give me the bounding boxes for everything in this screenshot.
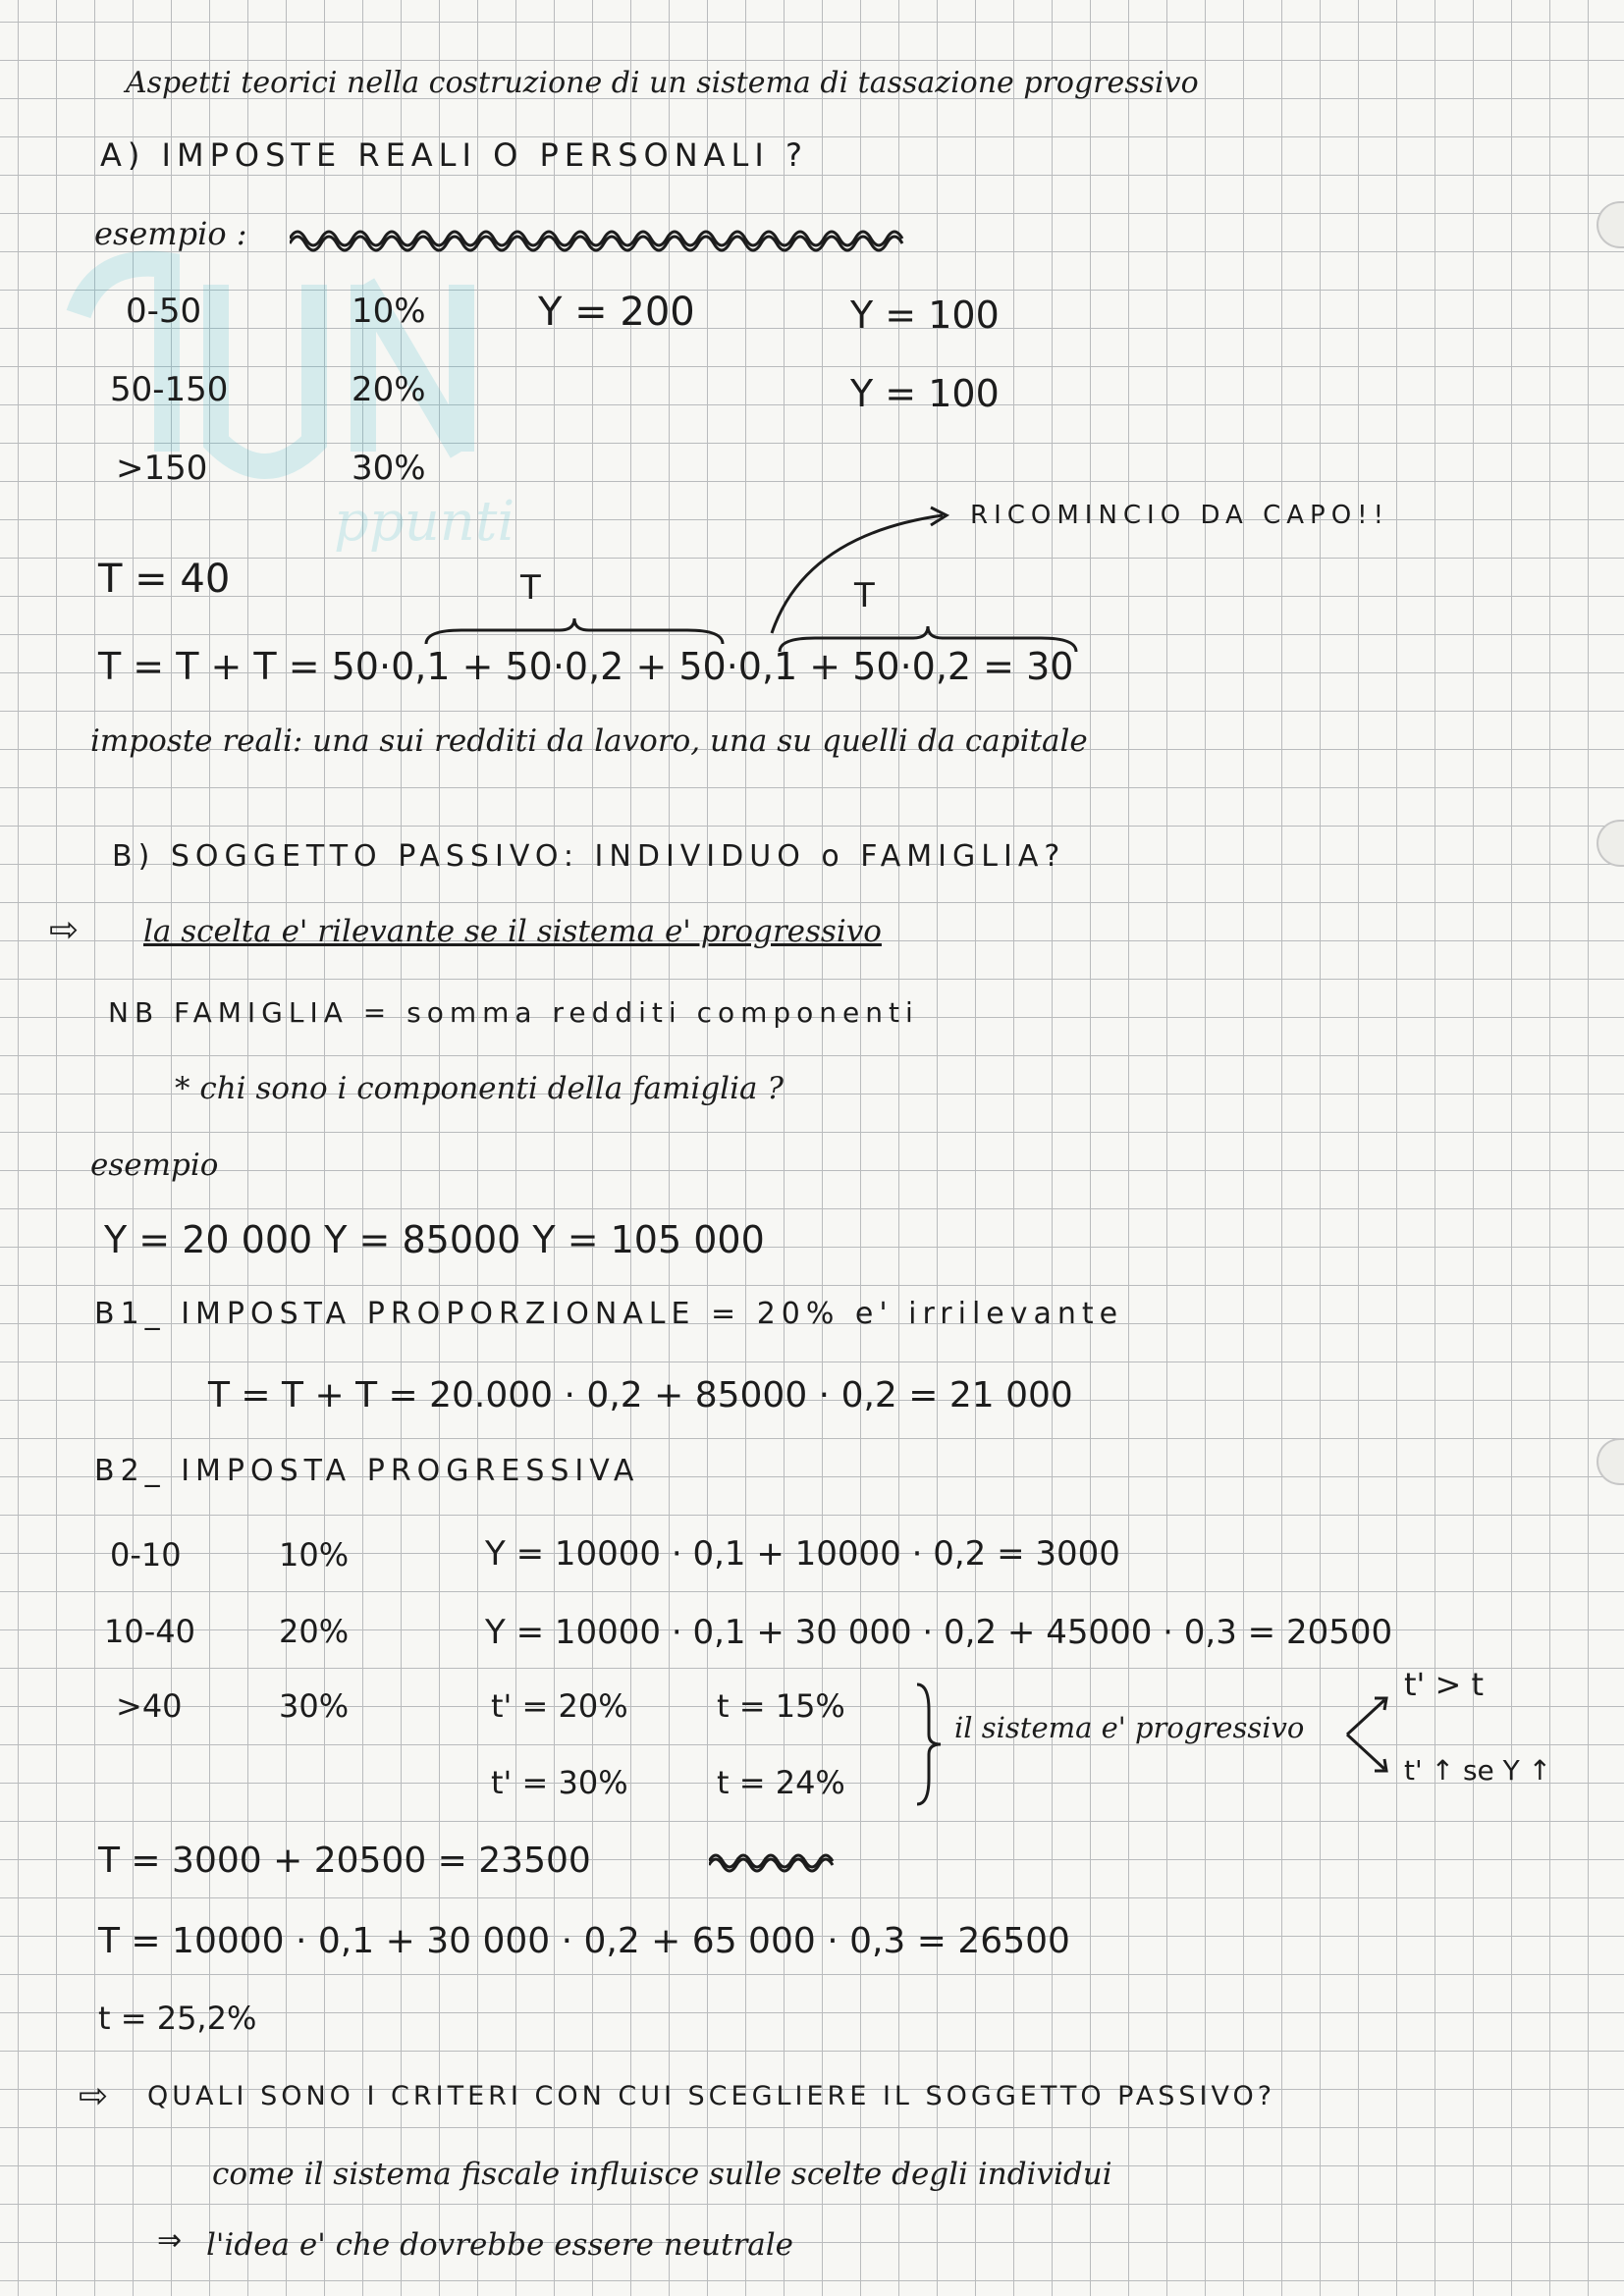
implies-icon: ⇒	[157, 2223, 183, 2258]
bracket-rate: 30%	[279, 1687, 350, 1725]
svg-text:ppunti: ppunti	[334, 490, 515, 554]
total-tax-equation: T = 3000 + 20500 = 23500	[98, 1841, 591, 1881]
b1-equation: T = T + T = 20.000 · 0,2 + 85000 · 0,2 = 21 000	[208, 1375, 1073, 1415]
page-title: Aspetti teorici nella costruzione di un sistema di tassazione progressivo	[126, 66, 1199, 100]
bracket-rate: 30%	[352, 449, 426, 488]
scribble-crossout	[290, 224, 928, 253]
tax-bk-label: T	[854, 576, 875, 615]
section-b-heading: B) SOGGETTO PASSIVO: INDIVIDUO o FAMIGLIA?	[112, 839, 1066, 874]
binder-hole	[1597, 1438, 1624, 1485]
family-incomes: Y = 20 000 Y = 85000 Y = 105 000	[104, 1218, 765, 1261]
criteria-question: QUALI SONO I CRITERI CON CUI SCEGLIERE IL SOGGETTO PASSIVO?	[147, 2081, 1276, 2111]
nb-family-note: NB FAMIGLIA = somma redditi componenti	[108, 996, 919, 1029]
b1-heading: B1_ IMPOSTA PROPORZIONALE = 20% e' irrilevante	[94, 1297, 1124, 1331]
marginal-rate-1: t' = 20%	[491, 1687, 628, 1725]
bracket-range: 50-150	[110, 370, 229, 409]
average-rate-1: t = 15%	[717, 1687, 845, 1725]
brace-right-vertical	[913, 1681, 943, 1808]
condition-2: t' ↑ se Y ↑	[1404, 1754, 1552, 1787]
family-tax-equation: T = 10000 · 0,1 + 30 000 · 0,2 + 65 000 · 0,3 = 26500	[98, 1921, 1070, 1961]
y2-equation: Y = 10000 · 0,1 + 30 000 · 0,2 + 45000 · 0,3 = 20500	[485, 1613, 1393, 1652]
components-question: * chi sono i componenti della famiglia ?	[175, 1071, 784, 1106]
real-taxes-note: imposte reali: una sui redditi da lavoro, una su quelli da capitale	[90, 723, 1088, 759]
bracket-range: 0-10	[110, 1536, 182, 1574]
binder-hole	[1597, 201, 1624, 248]
b2-heading: B2_ IMPOSTA PROGRESSIVA	[94, 1454, 640, 1488]
tax-b-equation: T = T + T = 50·0,1 + 50·0,2 + 50·0,1 + 50·0,2 = 30	[98, 645, 1074, 688]
bracket-range: >150	[116, 449, 208, 488]
bracket-rate: 10%	[279, 1536, 350, 1574]
tax-bl-label: T	[520, 568, 541, 608]
section-a-heading: A) IMPOSTE REALI O PERSONALI ?	[100, 136, 808, 174]
binder-hole	[1597, 820, 1624, 867]
condition-1: t' > t	[1404, 1666, 1485, 1703]
family-average-rate: t = 25,2%	[98, 2000, 257, 2037]
scribble-crossout	[709, 1847, 846, 1875]
progressive-note: il sistema e' progressivo	[954, 1711, 1305, 1744]
income-ybl: Y = 100	[850, 294, 1000, 337]
income-ya: Y = 200	[538, 290, 695, 335]
bracket-range: 0-50	[126, 292, 202, 331]
split-arrow-icon	[1345, 1681, 1404, 1789]
example-label: esempio :	[94, 215, 247, 252]
bracket-rate: 20%	[279, 1613, 350, 1650]
arrow-icon: ⇨	[49, 910, 80, 950]
criteria-line-2: l'idea e' che dovrebbe essere neutrale	[206, 2227, 794, 2263]
income-ybk: Y = 100	[850, 372, 1000, 415]
criteria-line-1: come il sistema fiscale influisce sulle scelte degli individui	[212, 2157, 1112, 2192]
average-rate-2: t = 24%	[717, 1764, 845, 1801]
bracket-range: 10-40	[104, 1613, 195, 1650]
tax-a: T = 40	[98, 557, 231, 602]
curved-arrow-icon	[766, 506, 962, 638]
y1-equation: Y = 10000 · 0,1 + 10000 · 0,2 = 3000	[485, 1534, 1120, 1574]
example-label-b: esempio	[90, 1148, 219, 1183]
bracket-rate: 20%	[352, 370, 426, 409]
bracket-range: >40	[116, 1687, 183, 1725]
marginal-rate-2: t' = 30%	[491, 1764, 628, 1801]
bracket-rate: 10%	[352, 292, 426, 331]
restart-note: RICOMINCIO DA CAPO!!	[970, 501, 1389, 530]
arrow-icon: ⇨	[79, 2076, 109, 2116]
relevance-note: la scelta e' rilevante se il sistema e' progressivo	[143, 914, 882, 949]
brace-left	[422, 616, 727, 646]
